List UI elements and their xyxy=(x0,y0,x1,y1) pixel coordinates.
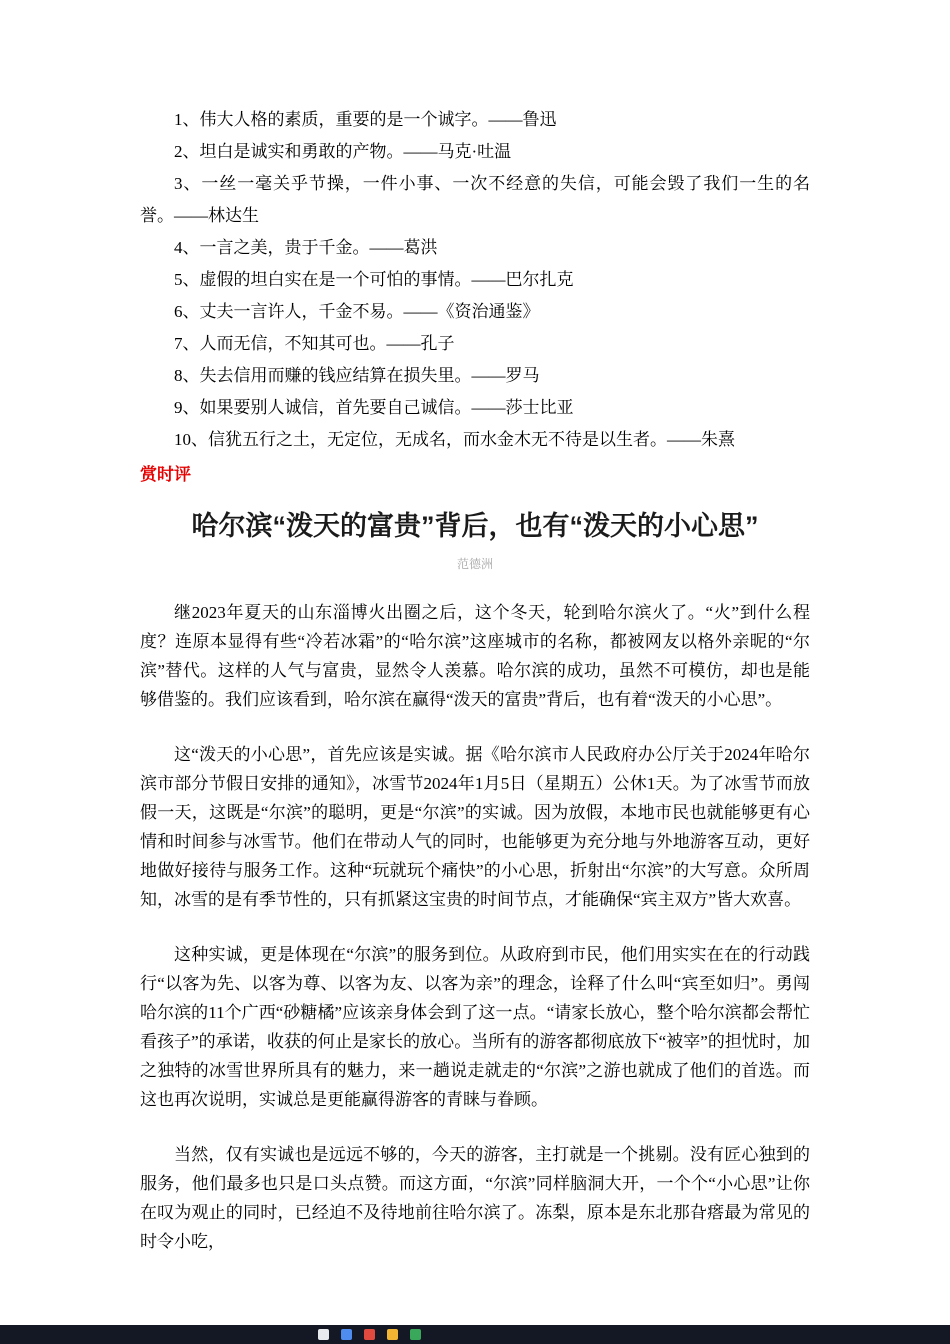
quote-item: 2、坦白是诚实和勇敢的产物。——马克·吐温 xyxy=(174,142,512,161)
quote-item: 10、信犹五行之土，无定位，无成名，而水金木无不待是以生者。——朱熹 xyxy=(174,430,735,449)
article-author: 范德洲 xyxy=(456,557,493,571)
taskbar-icon-group xyxy=(318,1329,421,1340)
taskbar-icon-1[interactable] xyxy=(318,1329,329,1340)
article-paragraph: 这种实诚，更是体现在“尔滨”的服务到位。从政府到市民，他们用实实在在的行动践行“以客为先、以客为尊、以客为友、以客为亲”的理念，诠释了什么叫“宾至如归”。勇闯哈尔滨的11个广西“砂糖橘”应该亲身体会到了这一点。“请家长放心，整个哈尔滨都会帮忙看孩子”的承诺，收获的何止是家长的放心。当所有的游客都彻底放下“被宰”的担忧时，加之独特的冰雪世界所具有的魅力，来一趟说走就走的“尔滨”之游也就成了他们的首选。而这也再次说明，实诚总是更能赢得游客的青睐与眷顾。 xyxy=(140,945,810,1109)
quote-item: 9、如果要别人诚信，首先要自己诚信。——莎士比亚 xyxy=(174,398,574,417)
article-paragraph: 继2023年夏天的山东淄博火出圈之后，这个冬天，轮到哈尔滨火了。“火”到什么程度？连原本显得有些“冷若冰霜”的“哈尔滨”这座城市的名称，都被网友以格外亲昵的“尔滨”替代。这样的人气与富贵，显然令人羡慕。哈尔滨的成功，虽然不可模仿，却也是能够借鉴的。我们应该看到，哈尔滨在赢得“泼天的富贵”背后，也有着“泼天的小心思”。 xyxy=(140,603,810,709)
article-paragraph: 这“泼天的小心思”，首先应该是实诚。据《哈尔滨市人民政府办公厅关于2024年哈尔滨市部分节假日安排的通知》，冰雪节2024年1月5日（星期五）公休1天。为了冰雪节而放假一天，这既是“尔滨”的聪明，更是“尔滨”的实诚。因为放假，本地市民也就能够更有心情和时间参与冰雪节。他们在带动人气的同时，也能够更为充分地与外地游客互动，更好地做好接待与服务工作。这种“玩就玩个痛快”的小心思，折射出“尔滨”的大写意。众所周知，冰雪的是有季节性的，只有抓紧这宝贵的时间节点，才能确保“宾主双方”皆大欢喜。 xyxy=(140,745,810,909)
article-paragraph: 当然，仅有实诚也是远远不够的，今天的游客，主打就是一个挑剔。没有匠心独到的服务，他们最多也只是口头点赞。而这方面，“尔滨”同样脑洞大开，一个个“小心思”让你在叹为观止的同时，已经迫不及待地前往哈尔滨了。冻梨，原本是东北那旮瘩最为常见的时令小吃， xyxy=(140,1145,810,1251)
article-title: 哈尔滨“泼天的富贵”背后，也有“泼天的小心思” xyxy=(191,511,759,541)
section-label: 赏时评 xyxy=(140,465,191,484)
quote-item: 8、失去信用而赚的钱应结算在损失里。——罗马 xyxy=(174,366,540,385)
taskbar-icon-3[interactable] xyxy=(364,1329,375,1340)
taskbar-icon-5[interactable] xyxy=(410,1329,421,1340)
taskbar xyxy=(0,1325,950,1344)
taskbar-icon-2[interactable] xyxy=(341,1329,352,1340)
quote-item: 1、伟大人格的素质，重要的是一个诚字。——鲁迅 xyxy=(174,110,557,129)
quote-item: 5、虚假的坦白实在是一个可怕的事情。——巴尔扎克 xyxy=(174,270,574,289)
quote-item: 7、人而无信，不知其可也。——孔子 xyxy=(174,334,455,353)
taskbar-icon-4[interactable] xyxy=(387,1329,398,1340)
quote-item: 3、一丝一毫关乎节操，一件小事、一次不经意的失信，可能会毁了我们一生的名誉。——林达生 xyxy=(140,174,810,225)
quote-list xyxy=(140,104,810,456)
quote-item: 4、一言之美，贵于千金。——葛洪 xyxy=(174,238,438,257)
quote-item: 6、丈夫一言许人，千金不易。——《资治通鉴》 xyxy=(174,302,540,321)
